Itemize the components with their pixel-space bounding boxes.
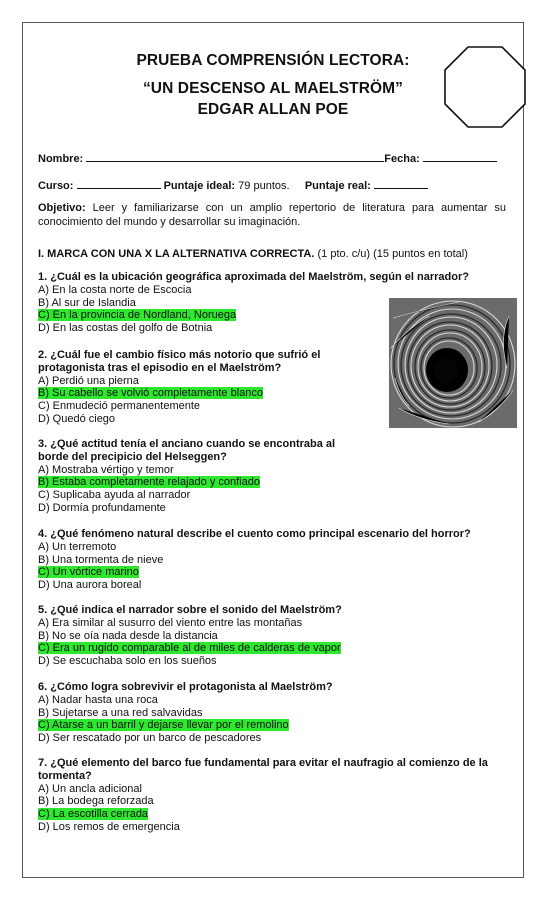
answer-option[interactable] <box>38 617 506 630</box>
answer-option[interactable] <box>38 297 506 310</box>
correct-answer-highlight: C) En la provincia de Nordland, Noruega <box>38 309 237 322</box>
course-score-row <box>38 178 428 192</box>
answer-option-label: B) La bodega reforzada <box>38 795 154 808</box>
puntaje-ideal-label: Puntaje ideal: <box>163 180 236 192</box>
answer-option-label: A) Perdió una pierna <box>38 374 139 387</box>
answer-option[interactable] <box>38 783 506 796</box>
nombre-field[interactable] <box>86 151 384 162</box>
answer-option[interactable] <box>38 464 356 477</box>
correct-answer-highlight: B) Estaba completamente relajado y confiado <box>38 476 260 489</box>
question-2 <box>38 349 356 426</box>
question-1 <box>38 271 506 335</box>
answer-option-label: D) Ser rescatado por un barco de pescadores <box>38 732 262 745</box>
question-stem: 7. ¿Qué elemento del barco fue fundamental para evitar el naufragio al comienzo de la tormenta? <box>38 757 488 782</box>
test-title: PRUEBA COMPRENSIÓN LECTORA: <box>136 52 410 69</box>
objective-paragraph <box>38 202 506 229</box>
answer-option-label: D) Quedó ciego <box>38 412 116 425</box>
grade-octagon-box <box>443 45 527 129</box>
answer-option-label: A) Un ancla adicional <box>38 782 142 795</box>
correct-answer-highlight: C) Un vórtice marino <box>38 566 139 579</box>
answer-option-label: B) Sujetarse a una red salvavidas <box>38 706 203 719</box>
answer-option[interactable] <box>38 502 356 515</box>
answer-option[interactable] <box>38 732 506 745</box>
fecha-field[interactable] <box>423 151 497 162</box>
question-stem: 2. ¿Cuál fue el cambio físico más notorio que sufrió el protagonista tras el episodio en el Maelström? <box>38 349 321 374</box>
answer-option[interactable] <box>38 309 506 322</box>
correct-answer-highlight: C) Atarse a un barril y dejarse llevar por el remolino <box>38 719 289 732</box>
answer-option[interactable] <box>38 476 356 489</box>
correct-answer-highlight: C) La escotilla cerrada <box>38 808 149 821</box>
answer-option[interactable] <box>38 541 506 554</box>
answer-option[interactable] <box>38 719 506 732</box>
answer-option-label: C) Enmudeció permanentemente <box>38 400 201 413</box>
answer-option[interactable] <box>38 489 356 502</box>
answer-option-label: B) Al sur de Islandia <box>38 296 136 309</box>
answer-option[interactable] <box>38 579 506 592</box>
answer-option-label: D) Una aurora boreal <box>38 579 142 592</box>
answer-option-label: A) Nadar hasta una roca <box>38 693 158 706</box>
answer-option-label: B) Una tormenta de nieve <box>38 553 164 566</box>
objective-text: Leer y familiarizarse con un amplio repertorio de literatura para aumentar su conocimiento del mundo y desarrollar su imaginación. <box>38 202 506 228</box>
question-stem: 6. ¿Cómo logra sobrevivir el protagonista al Maelström? <box>38 681 333 693</box>
answer-option[interactable] <box>38 413 356 426</box>
answer-option[interactable] <box>38 387 356 400</box>
nombre-label: Nombre: <box>38 153 84 165</box>
question-5 <box>38 604 506 668</box>
answer-option[interactable] <box>38 655 506 668</box>
objective-label: Objetivo: <box>38 202 86 214</box>
answer-option-label: D) En las costas del golfo de Botnia <box>38 322 213 335</box>
question-7 <box>38 757 506 834</box>
story-title: “UN DESCENSO AL MAELSTRÖM” <box>142 80 404 97</box>
correct-answer-highlight: B) Su cabello se volvió completamente blanco <box>38 387 264 400</box>
question-4 <box>38 528 506 592</box>
answer-option[interactable] <box>38 707 506 720</box>
section-points: (1 pto. c/u) (15 puntos en total) <box>317 248 468 260</box>
answer-option[interactable] <box>38 566 506 579</box>
answer-option[interactable] <box>38 630 506 643</box>
question-stem: 3. ¿Qué actitud tenía el anciano cuando se encontraba al borde del precipicio del Helseggen? <box>38 438 336 463</box>
answer-option-label: A) Era similar al susurro del viento entre las montañas <box>38 616 303 629</box>
answer-option-label: A) Mostraba vértigo y temor <box>38 463 174 476</box>
answer-option-label: B) No se oía nada desde la distancia <box>38 629 218 642</box>
answer-option-label: C) Suplicaba ayuda al narrador <box>38 489 191 502</box>
question-3 <box>38 438 356 515</box>
answer-option-label: D) Los remos de emergencia <box>38 820 180 833</box>
question-stem: 1. ¿Cuál es la ubicación geográfica aproximada del Maelström, según el narrador? <box>38 271 469 283</box>
question-stem: 4. ¿Qué fenómeno natural describe el cuento como principal escenario del horror? <box>38 528 471 540</box>
answer-option[interactable] <box>38 694 506 707</box>
answer-option-label: D) Dormía profundamente <box>38 501 166 514</box>
correct-answer-highlight: C) Era un rugido comparable al de miles de calderas de vapor <box>38 642 341 655</box>
puntaje-real-field[interactable] <box>374 178 428 189</box>
fecha-label: Fecha: <box>384 153 420 165</box>
answer-option-label: A) Un terremoto <box>38 540 117 553</box>
answer-option[interactable] <box>38 375 356 388</box>
answer-option[interactable] <box>38 400 356 413</box>
author-name: EDGAR ALLAN POE <box>197 101 349 118</box>
question-stem: 5. ¿Qué indica el narrador sobre el sonido del Maelström? <box>38 604 342 616</box>
answer-option[interactable] <box>38 284 506 297</box>
name-date-row <box>38 151 497 165</box>
answer-option-label: D) Se escuchaba solo en los sueños <box>38 655 217 668</box>
answer-option[interactable] <box>38 642 506 655</box>
answer-option[interactable] <box>38 808 506 821</box>
curso-field[interactable] <box>77 178 161 189</box>
puntaje-real-label: Puntaje real: <box>304 180 371 192</box>
answer-option[interactable] <box>38 795 506 808</box>
section-heading <box>38 248 468 260</box>
answer-option[interactable] <box>38 821 506 834</box>
section-instruction: I. MARCA CON UNA X LA ALTERNATIVA CORRECTA. <box>38 248 315 260</box>
answer-option-label: A) En la costa norte de Escocia <box>38 283 192 296</box>
puntaje-ideal-value: 79 puntos. <box>238 180 290 192</box>
question-6 <box>38 681 506 745</box>
answer-option[interactable] <box>38 322 506 335</box>
curso-label: Curso: <box>38 180 74 192</box>
answer-option[interactable] <box>38 554 506 567</box>
